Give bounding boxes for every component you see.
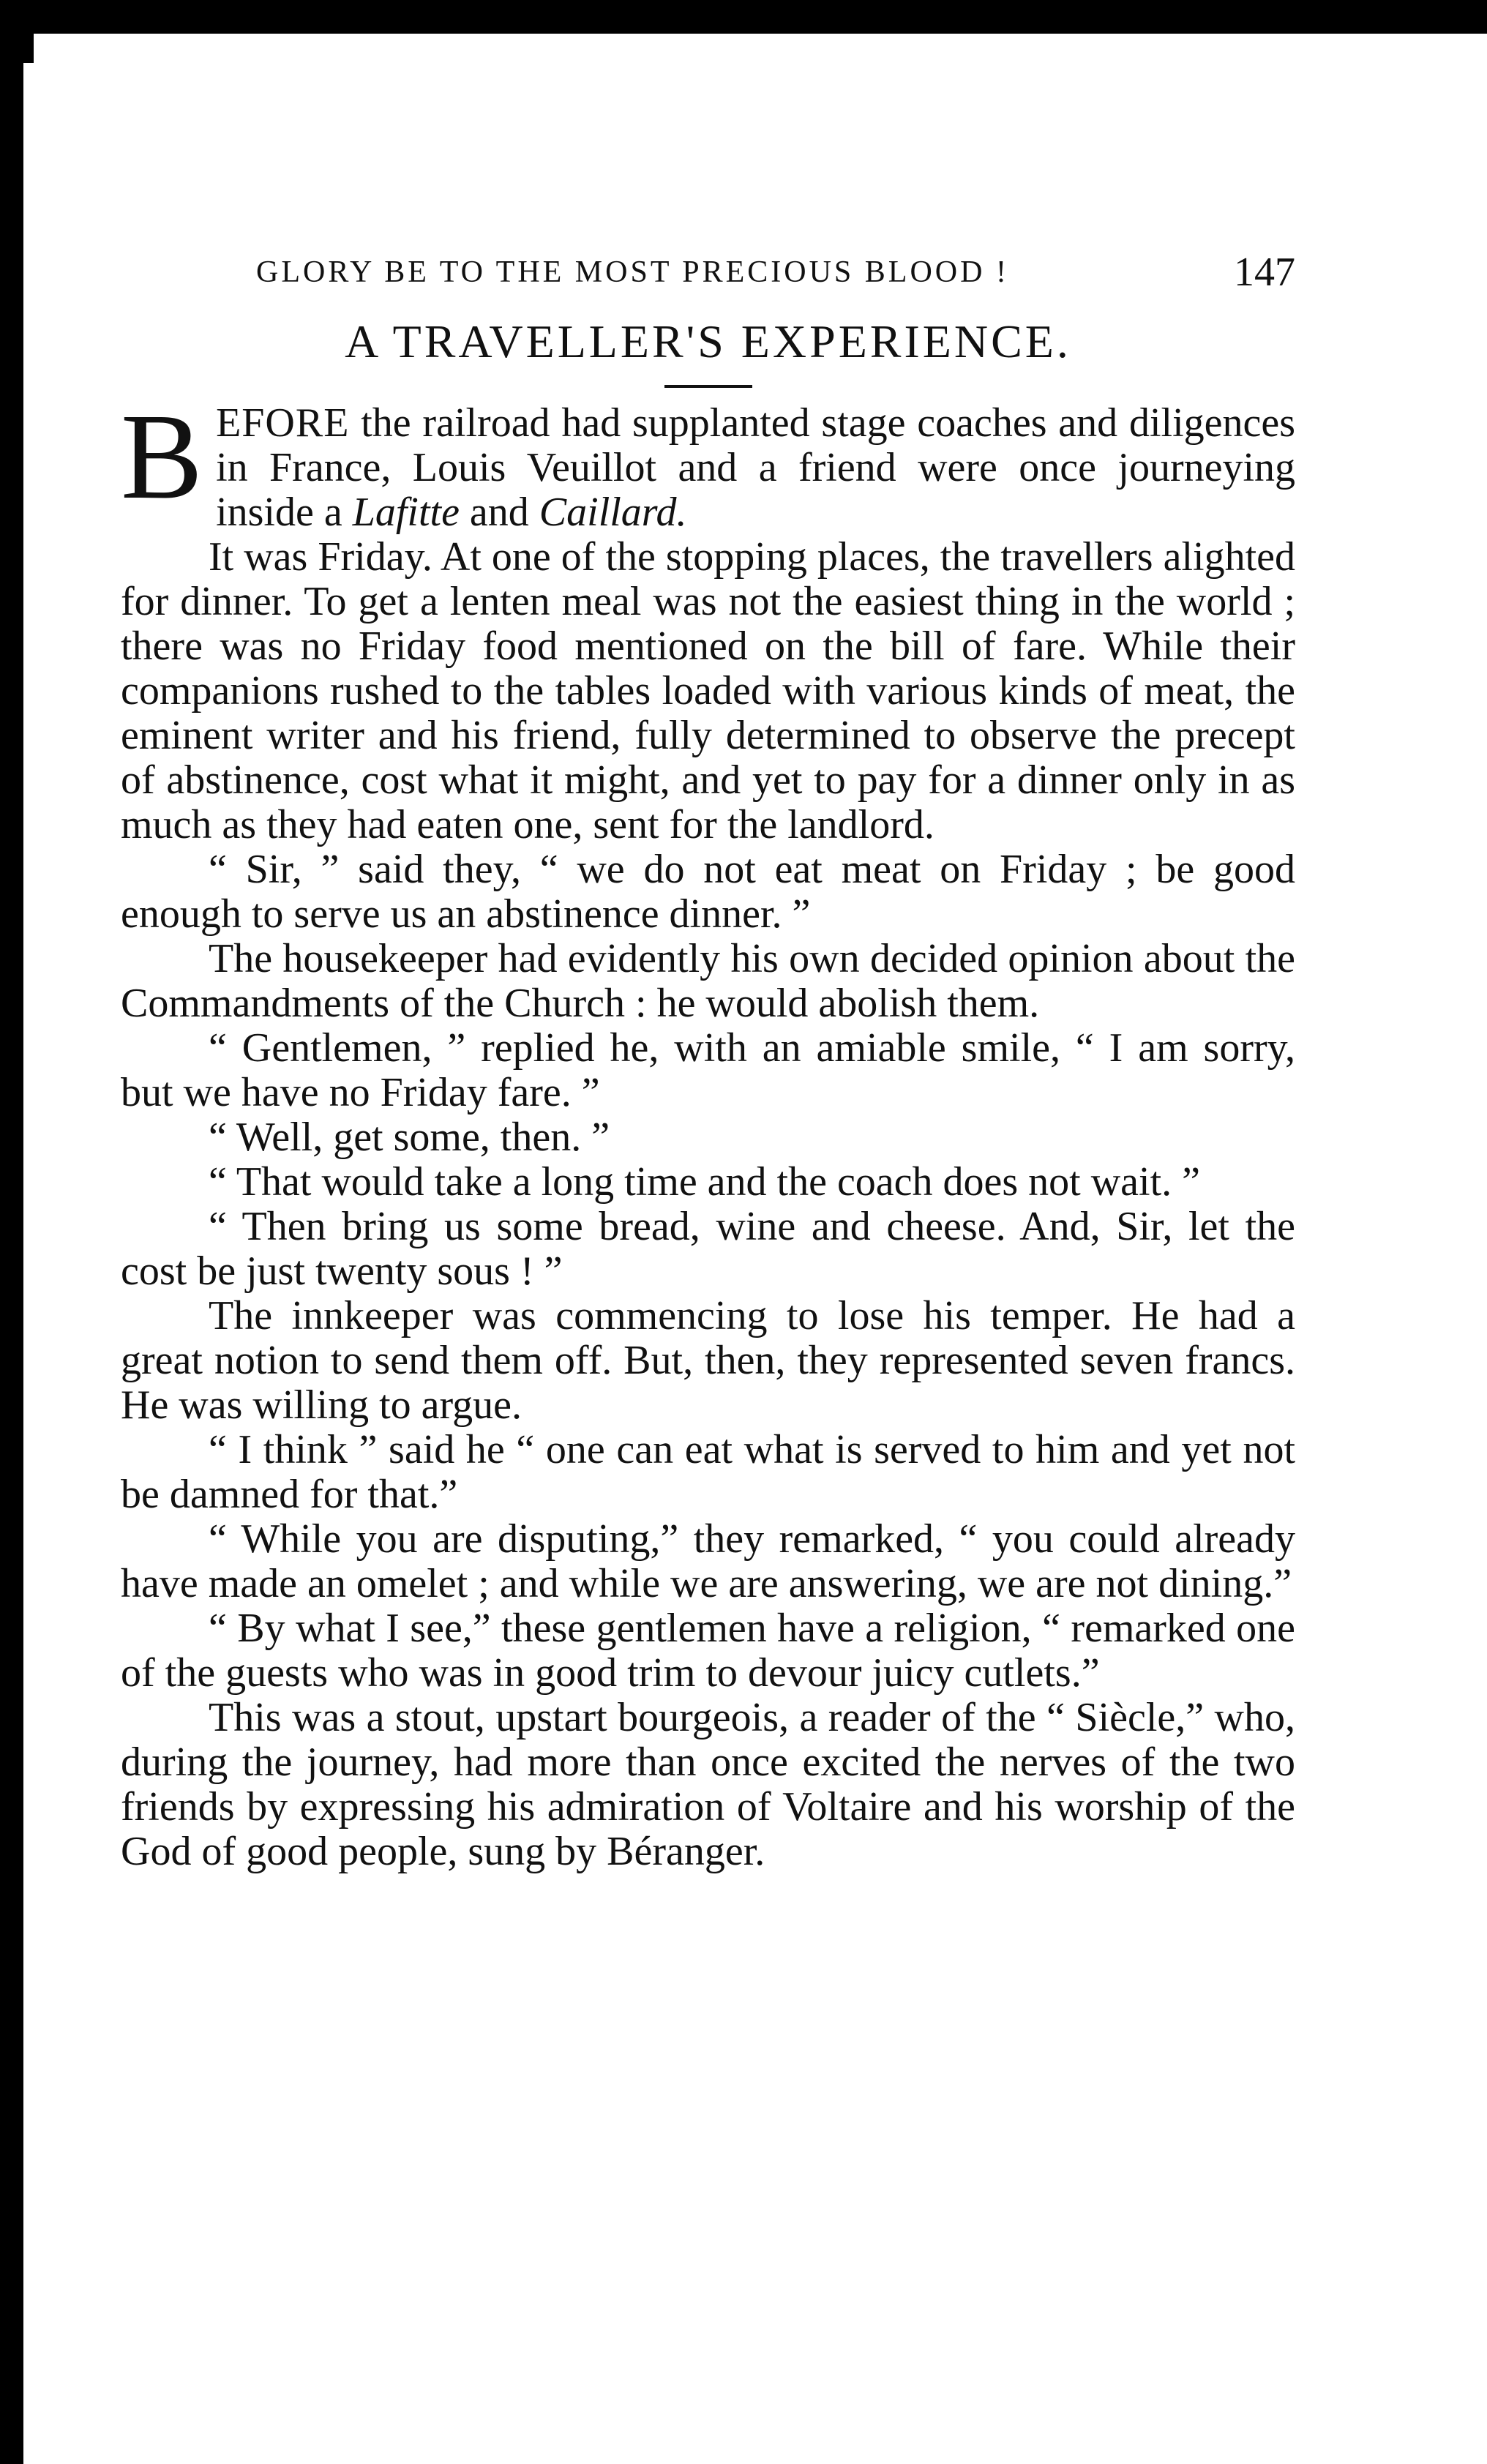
article-body [121,389,1295,1874]
coach-name-caillard: Caillard. [539,490,687,535]
opening-caps: EFORE [216,400,350,446]
paragraph: “ Well, get some, then. ” [209,1115,610,1160]
running-head [121,249,1295,300]
paragraph: “ Gentlemen, ” replied he, with an amiable smile, “ I am sorry, but we have no Friday fare. ” [121,1025,1295,1115]
coach-name-lafitte: Lafitte [352,490,460,535]
scan-border-left [0,0,23,2464]
paragraph: “ While you are disputing,” they remarked, “ you could already have made an omelet ; and while we are answering, we are not dining.” [121,1516,1295,1606]
paragraph: The innkeeper was commencing to lose his temper. He had a great notion to send them off. But, then, they represented seven francs. He was willing to argue. [121,1293,1295,1428]
opening-and: and [459,490,539,535]
opening-paragraph [121,389,1295,535]
paragraph: “ That would take a long time and the coach does not wait. ” [209,1159,1200,1205]
article-title: A TRAVELLER'S EXPERIENCE. [345,315,1071,367]
paragraph: “ I think ” said he “ one can eat what is served to him and yet not be damned for that.” [121,1427,1295,1517]
drop-cap: B [121,389,203,525]
page-number: 147 [1234,250,1295,295]
opening-text: the railroad had supplanted stage coaches and diligences in France, Louis Veuillot and a friend were once journeying inside a [216,400,1295,535]
title-rule [664,385,752,388]
paragraph: The housekeeper had evidently his own decided opinion about the Commandments of the Church : he would abolish them. [121,936,1295,1026]
scan-border-top [0,0,1487,34]
running-title: GLORY BE TO THE MOST PRECIOUS BLOOD ! [256,255,1009,289]
paragraph: “ By what I see,” these gentlemen have a religion, “ remarked one of the guests who was in good trim to devour juicy cutlets.” [121,1606,1295,1696]
book-page [121,249,1295,1874]
paragraph: “ Then bring us some bread, wine and cheese. And, Sir, let the cost be just twenty sous ! ” [121,1204,1295,1294]
paragraph: “ Sir, ” said they, “ we do not eat meat on Friday ; be good enough to serve us an abstinence dinner. ” [121,847,1295,937]
paragraph: This was a stout, upstart bourgeois, a reader of the “ Siècle,” who, during the journey, had more than once excited the nerves of the two friends by expressing his admiration of Voltaire and his worship of the God of good people, sung by Béranger. [121,1695,1295,1874]
paragraph: It was Friday. At one of the stopping places, the travellers alighted for dinner. To get a lenten meal was not the easiest thing in the world ; there was no Friday food mentioned on the bill of fare. While their companions rushed to the tables loaded with various kinds of meat, the eminent writer and his friend, fully determined to observe the precept of abstinence, cost what it might, and yet to pay for a dinner only in as much as they had eaten one, sent for the landlord. [121,534,1295,847]
scan-border-corner [23,34,34,63]
